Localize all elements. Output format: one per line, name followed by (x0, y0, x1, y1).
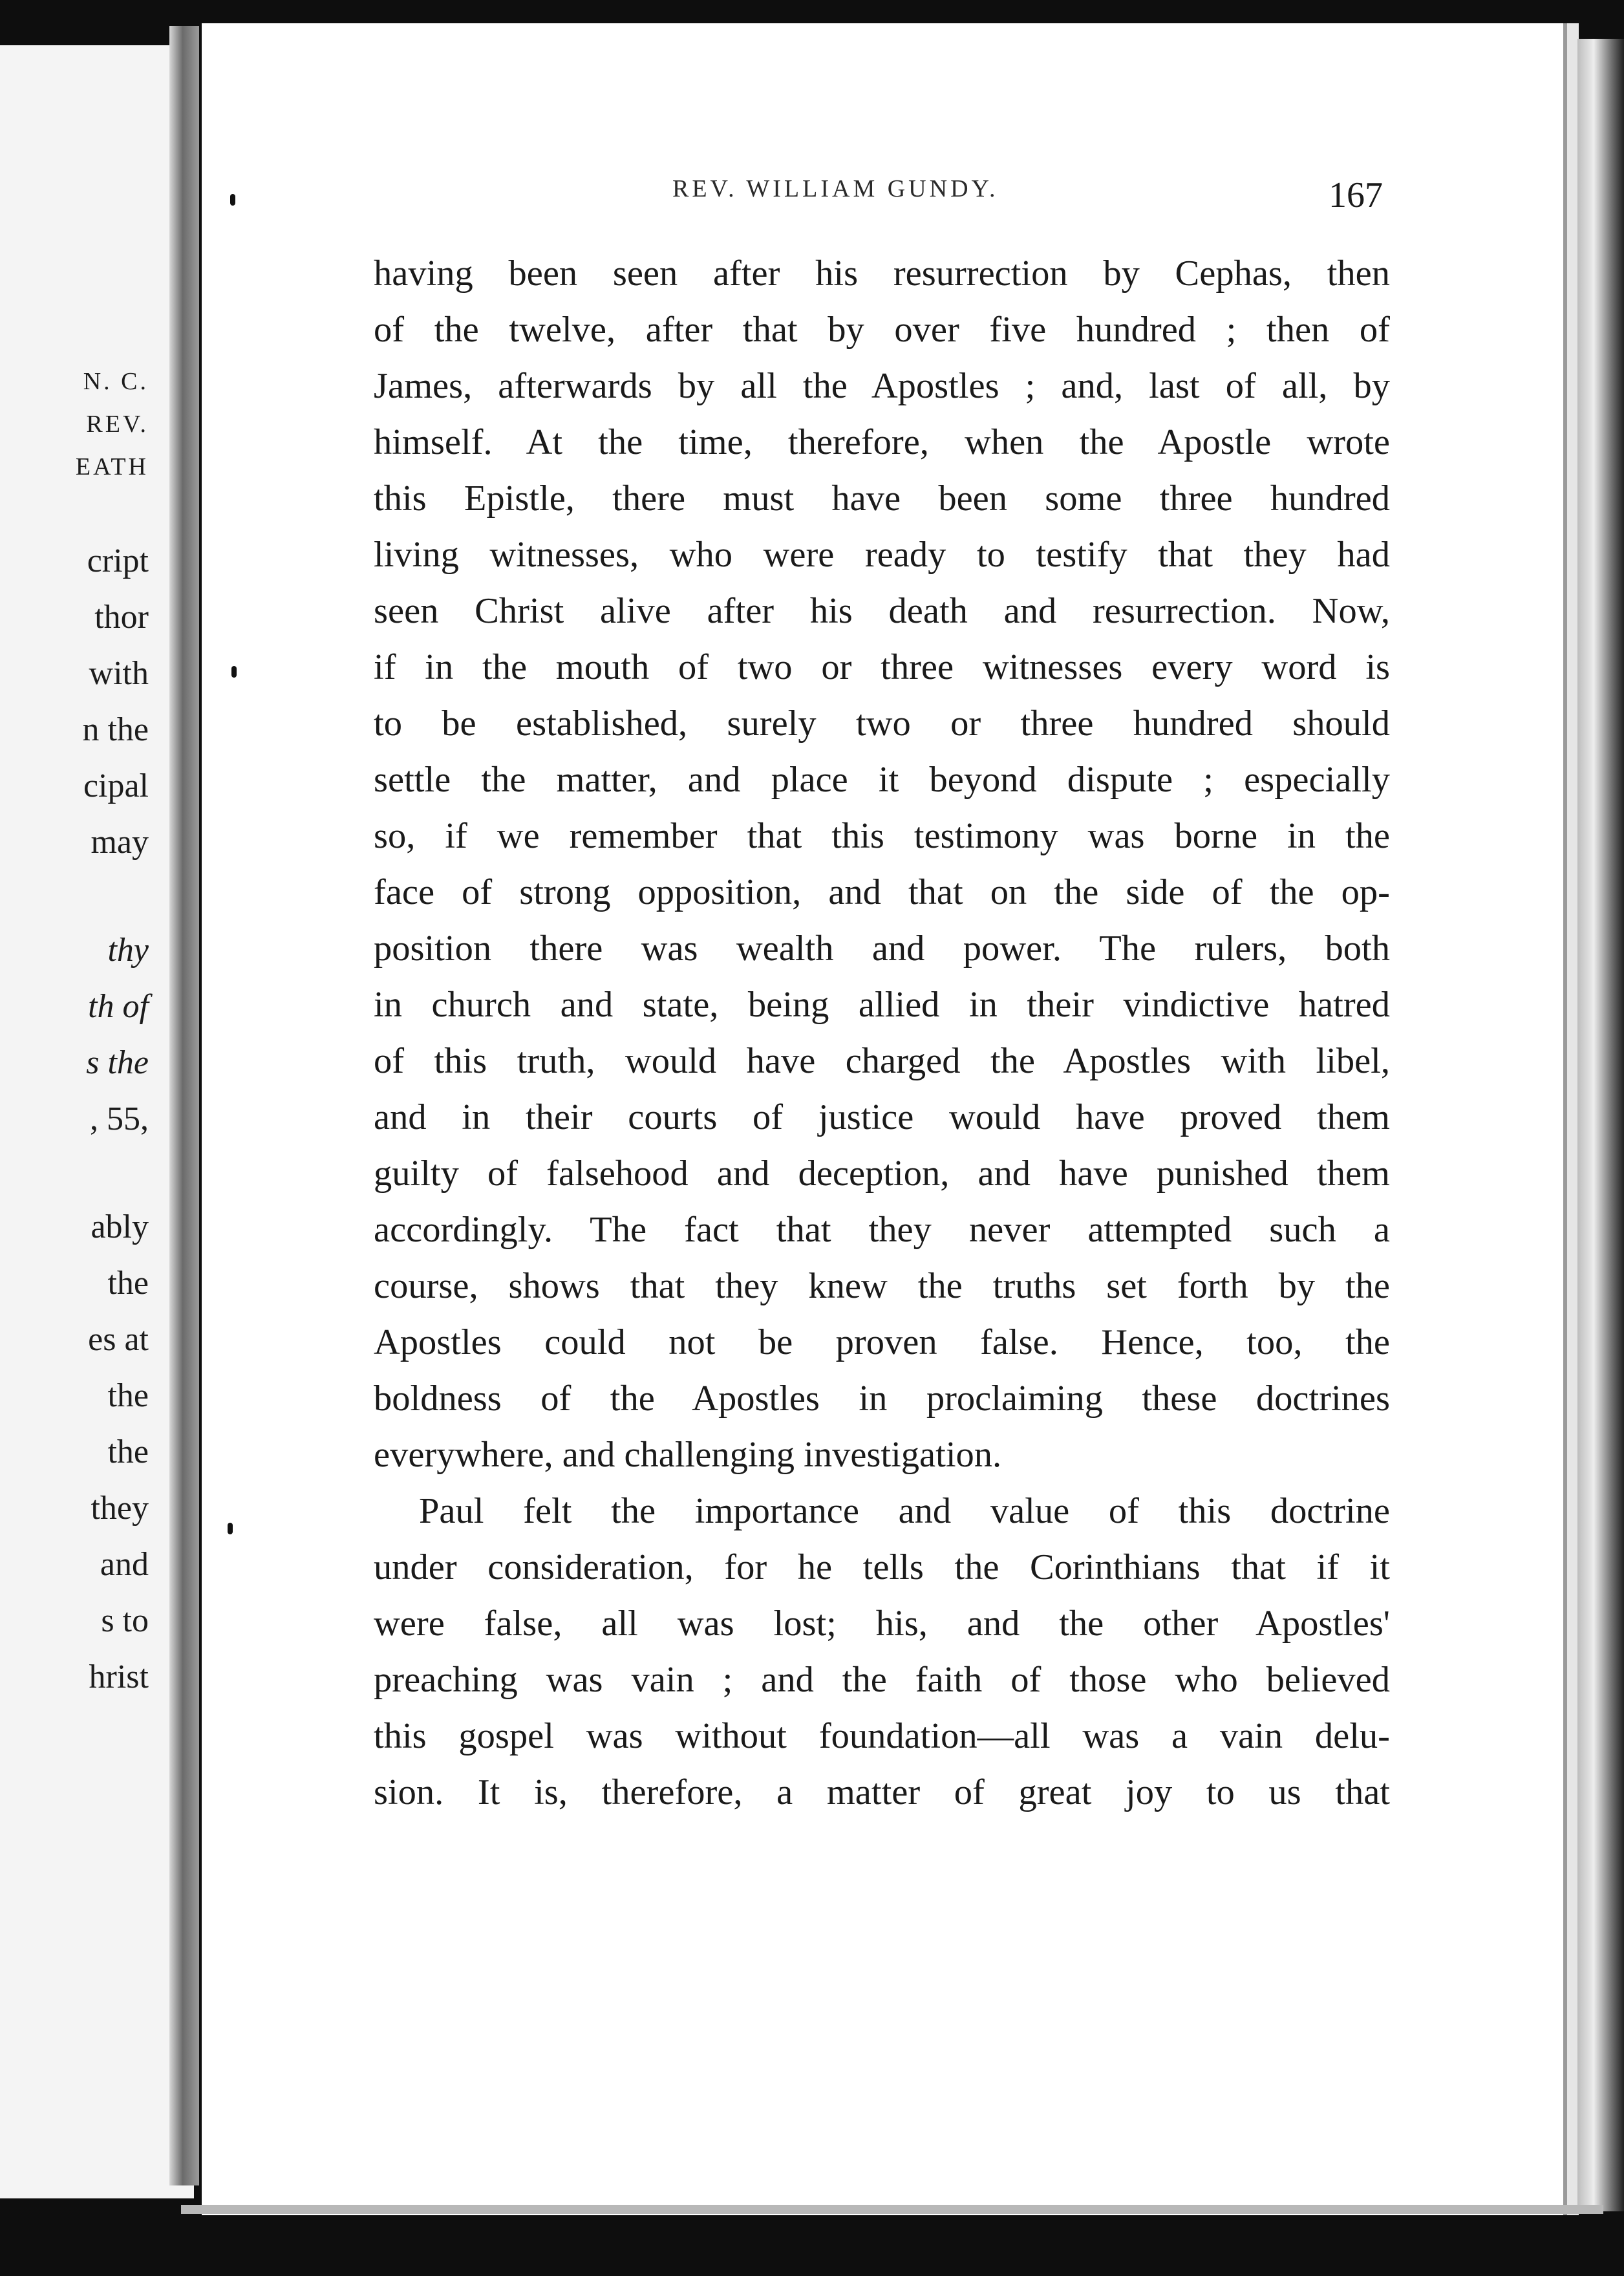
previous-page-line: they (91, 1490, 149, 1527)
previous-page-line: ably (91, 1208, 149, 1245)
text-line: this Epistle, there must have been some three hundred (374, 478, 1390, 519)
text-line: position there was wealth and power. The rulers, both (374, 929, 1390, 969)
previous-page-line: cript (87, 542, 149, 579)
text-line: everywhere, and challenging investigation. (374, 1435, 1002, 1475)
text-line: were false, all was lost; his, and the other Apostles' (374, 1604, 1390, 1644)
text-line: this gospel was without foundation—all was a vain delu- (374, 1716, 1390, 1756)
page-bottom-edge (181, 2205, 1603, 2214)
previous-page-line: es at (88, 1321, 149, 1358)
text-line: having been seen after his resurrection by Cephas, then (374, 253, 1390, 294)
text-line: sion. It is, therefore, a matter of great joy to us that (374, 1772, 1390, 1812)
previous-page-line: and (100, 1546, 149, 1583)
previous-page-line: s to (101, 1602, 149, 1639)
text-line: so, if we remember that this testimony was borne in the (374, 816, 1390, 856)
margin-dot (231, 666, 237, 678)
margin-dot (230, 194, 235, 206)
text-line: under consideration, for he tells the Corinthians that if it (374, 1547, 1390, 1587)
text-line: to be established, surely two or three hundred should (374, 703, 1390, 744)
previous-page-line: n the (82, 711, 149, 748)
text-line: himself. At the time, therefore, when the Apostle wrote (374, 422, 1390, 462)
text-line: course, shows that they knew the truths set forth by the (374, 1266, 1390, 1306)
previous-page-line: hrist (89, 1659, 149, 1695)
text-line: if in the mouth of two or three witnesses every word is (374, 647, 1390, 687)
previous-page-line: the (107, 1377, 149, 1414)
text-line: guilty of falsehood and deception, and have punished them (374, 1154, 1390, 1194)
text-line: settle the matter, and place it beyond dispute ; especially (374, 760, 1390, 800)
text-line: Paul felt the importance and value of this doctrine (419, 1491, 1390, 1531)
previous-page-line: , 55, (90, 1100, 149, 1137)
text-line: preaching was vain ; and the faith of those who believed (374, 1660, 1390, 1700)
text-line: of the twelve, after that by over five hundred ; then of (374, 310, 1390, 350)
text-line: seen Christ alive after his death and resurrection. Now, (374, 591, 1390, 631)
previous-page-line: with (89, 655, 149, 692)
previous-page-line: REV. (86, 411, 149, 438)
previous-page-line: cipal (83, 768, 149, 804)
page-number: 167 (1329, 175, 1383, 215)
page-edge (1577, 39, 1624, 2211)
text-line: James, afterwards by all the Apostles ; and, last of all, by (374, 366, 1390, 406)
margin-dot (228, 1523, 233, 1534)
previous-page-line: N. C. (83, 368, 149, 395)
text-line: of this truth, would have charged the Apostles with libel, (374, 1041, 1390, 1081)
previous-page (0, 45, 194, 2198)
body-text (374, 246, 1390, 1821)
page-gutter (169, 26, 199, 2185)
previous-page-line: the (107, 1433, 149, 1470)
text-line: Apostles could not be proven false. Hence, too, the (374, 1322, 1390, 1362)
text-line: accordingly. The fact that they never attempted such a (374, 1210, 1390, 1250)
text-line: and in their courts of justice would have proved them (374, 1097, 1390, 1137)
previous-page-line: s the (86, 1044, 149, 1081)
text-line: face of strong opposition, and that on the side of the op- (374, 872, 1390, 912)
previous-page-line: may (91, 824, 149, 861)
previous-page-line: th of (88, 988, 149, 1025)
previous-page-line: thy (107, 932, 149, 969)
text-line: boldness of the Apostles in proclaiming these doctrines (374, 1379, 1390, 1419)
text-line: living witnesses, who were ready to testify that they had (374, 535, 1390, 575)
text-line: in church and state, being allied in their vindictive hatred (374, 985, 1390, 1025)
previous-page-line: the (107, 1265, 149, 1302)
previous-page-line: EATH (75, 453, 149, 480)
running-head: REV. WILLIAM GUNDY. (672, 175, 999, 202)
previous-page-line: thor (94, 599, 149, 636)
